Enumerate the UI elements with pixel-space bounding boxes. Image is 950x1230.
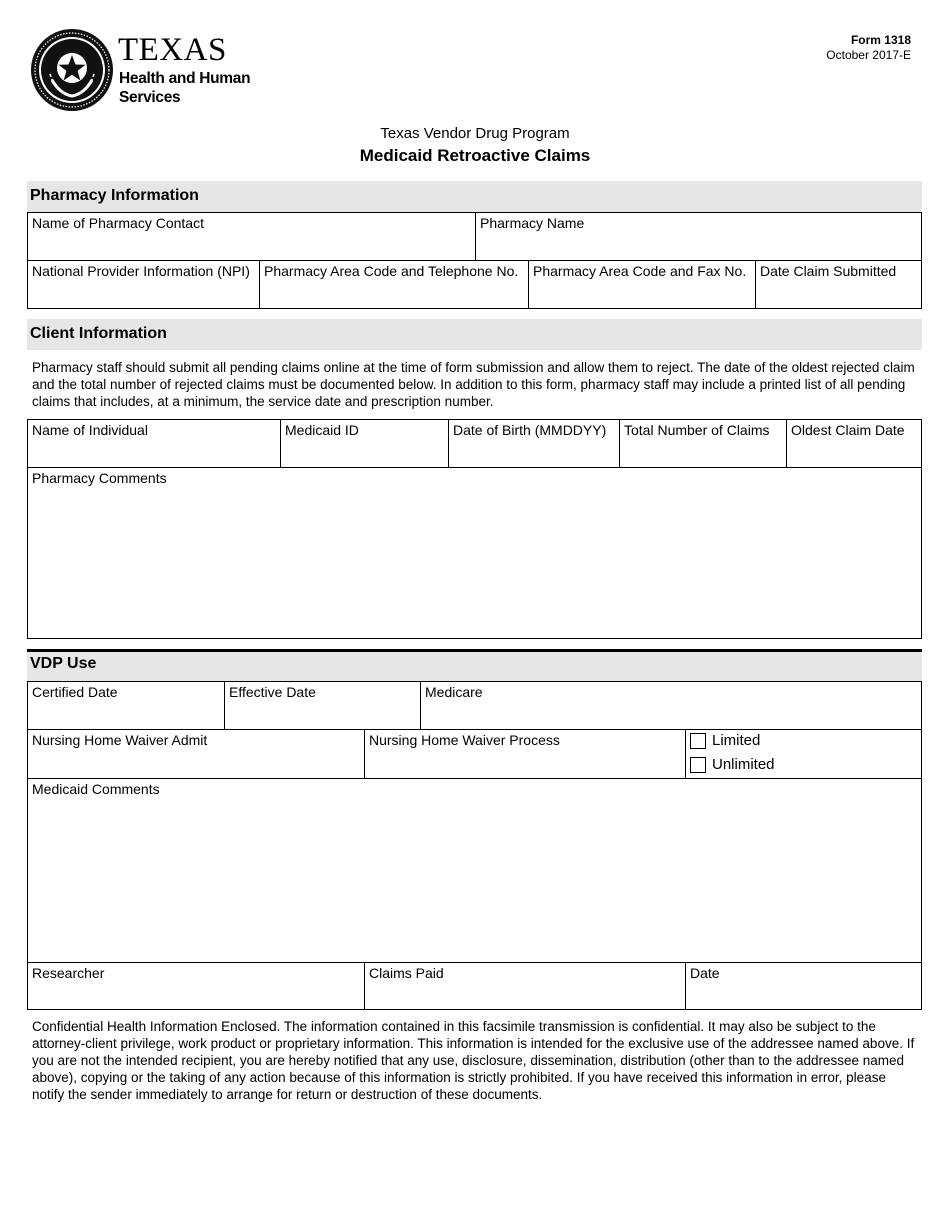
unlimited-checkbox[interactable] <box>690 757 706 773</box>
npi-label: National Provider Information (NPI) <box>32 263 250 279</box>
texas-seal-icon <box>30 28 114 112</box>
limited-checkbox[interactable] <box>690 733 706 749</box>
nursing-home-waiver-process-field[interactable] <box>364 730 685 779</box>
date-label: Date <box>690 965 720 981</box>
date-of-birth-label: Date of Birth (MMDDYY) <box>453 422 607 438</box>
pharmacy-contact-label: Name of Pharmacy Contact <box>32 215 204 231</box>
pharmacy-comments-field[interactable] <box>28 468 921 638</box>
medicare-field[interactable] <box>420 682 921 730</box>
limited-label: Limited <box>712 732 761 749</box>
confidentiality-notice: Confidential Health Information Enclosed. The information contained in this facsimile transmission is confidential. It may also be subject to the attorney-client privilege, work product or proprietary information. This information is intended for the exclusive use of the addressee named above. If you are not the intended recipient, you are hereby notified that any use, disclosure, dissemination, distribution (other than to the addressee named above), copying or the taking of any action because of this information is strictly prohibited. If you have received this information in error, please notify the sender immediately to arrange for return or destruction of these documents. <box>32 1019 915 1102</box>
total-claims-field[interactable] <box>619 420 786 467</box>
medicaid-comments-field[interactable] <box>28 779 921 963</box>
vdp-section-title: VDP Use <box>30 655 97 672</box>
certified-date-field[interactable] <box>28 682 224 730</box>
page-title: Medicaid Retroactive Claims <box>359 146 591 165</box>
effective-date-field[interactable] <box>224 682 420 730</box>
researcher-label: Researcher <box>32 965 105 981</box>
client-section-title: Client Information <box>30 325 167 342</box>
pharmacy-phone-label: Pharmacy Area Code and Telephone No. <box>264 263 519 279</box>
medicaid-comments-label: Medicaid Comments <box>32 781 160 797</box>
pharmacy-section-title: Pharmacy Information <box>30 187 199 204</box>
npi-field[interactable] <box>28 261 259 308</box>
researcher-field[interactable] <box>28 963 364 1009</box>
pharmacy-name-label: Pharmacy Name <box>480 215 585 231</box>
pharmacy-contact-field[interactable] <box>28 213 475 261</box>
vdp-section-header <box>27 652 922 681</box>
date-claim-submitted-label: Date Claim Submitted <box>760 263 897 279</box>
pharmacy-comments-label: Pharmacy Comments <box>32 470 167 486</box>
pharmacy-phone-field[interactable] <box>259 261 528 308</box>
program-name: Texas Vendor Drug Program <box>380 125 570 142</box>
medicaid-id-label: Medicaid ID <box>285 422 359 438</box>
form-title-block <box>0 125 950 167</box>
oldest-claim-date-field[interactable] <box>786 420 921 467</box>
individual-name-field[interactable] <box>28 420 280 467</box>
claims-paid-label: Claims Paid <box>369 965 444 981</box>
date-field[interactable] <box>685 963 921 1009</box>
agency-name-line1: Health and Human <box>119 70 251 87</box>
medicaid-id-field[interactable] <box>280 420 448 467</box>
oldest-claim-date-label: Oldest Claim Date <box>791 422 905 438</box>
form-revision-date: October 2017-E <box>826 48 911 62</box>
pharmacy-fax-field[interactable] <box>528 261 755 308</box>
claims-paid-field[interactable] <box>364 963 685 1009</box>
form-number: Form 1318 <box>850 33 911 47</box>
pharmacy-section-header <box>27 181 922 212</box>
pharmacy-name-field[interactable] <box>475 213 921 261</box>
limited-option[interactable] <box>690 732 760 750</box>
form-identifier <box>826 33 911 63</box>
effective-date-label: Effective Date <box>229 684 316 700</box>
client-instructions: Pharmacy staff should submit all pending claims online at the time of form submission and allow them to reject. The date of the oldest rejected claim and the total number of rejected claims must be documented below. In addition to this form, pharmacy staff may include a printed list of all pending claims that includes, at a minimum, the service date and prescription number. <box>32 360 915 409</box>
date-of-birth-field[interactable] <box>448 420 619 467</box>
client-info-grid <box>27 419 922 639</box>
vdp-use-grid <box>27 681 922 1010</box>
nursing-home-waiver-admit-label: Nursing Home Waiver Admit <box>32 732 208 748</box>
pharmacy-fax-label: Pharmacy Area Code and Fax No. <box>533 263 747 279</box>
nursing-home-waiver-process-label: Nursing Home Waiver Process <box>369 732 560 748</box>
medicare-label: Medicare <box>425 684 483 700</box>
agency-logo <box>30 28 260 114</box>
pharmacy-info-grid <box>27 212 922 309</box>
date-claim-submitted-field[interactable] <box>755 261 921 308</box>
certified-date-label: Certified Date <box>32 684 118 700</box>
individual-name-label: Name of Individual <box>32 422 148 438</box>
agency-name-line2: Services <box>119 89 181 106</box>
unlimited-option[interactable] <box>690 756 775 774</box>
total-claims-label: Total Number of Claims <box>624 422 770 438</box>
waiver-type-options <box>685 730 921 779</box>
unlimited-label: Unlimited <box>712 756 775 773</box>
agency-name-large: TEXAS <box>118 32 227 68</box>
nursing-home-waiver-admit-field[interactable] <box>28 730 364 779</box>
client-section-header <box>27 319 922 350</box>
